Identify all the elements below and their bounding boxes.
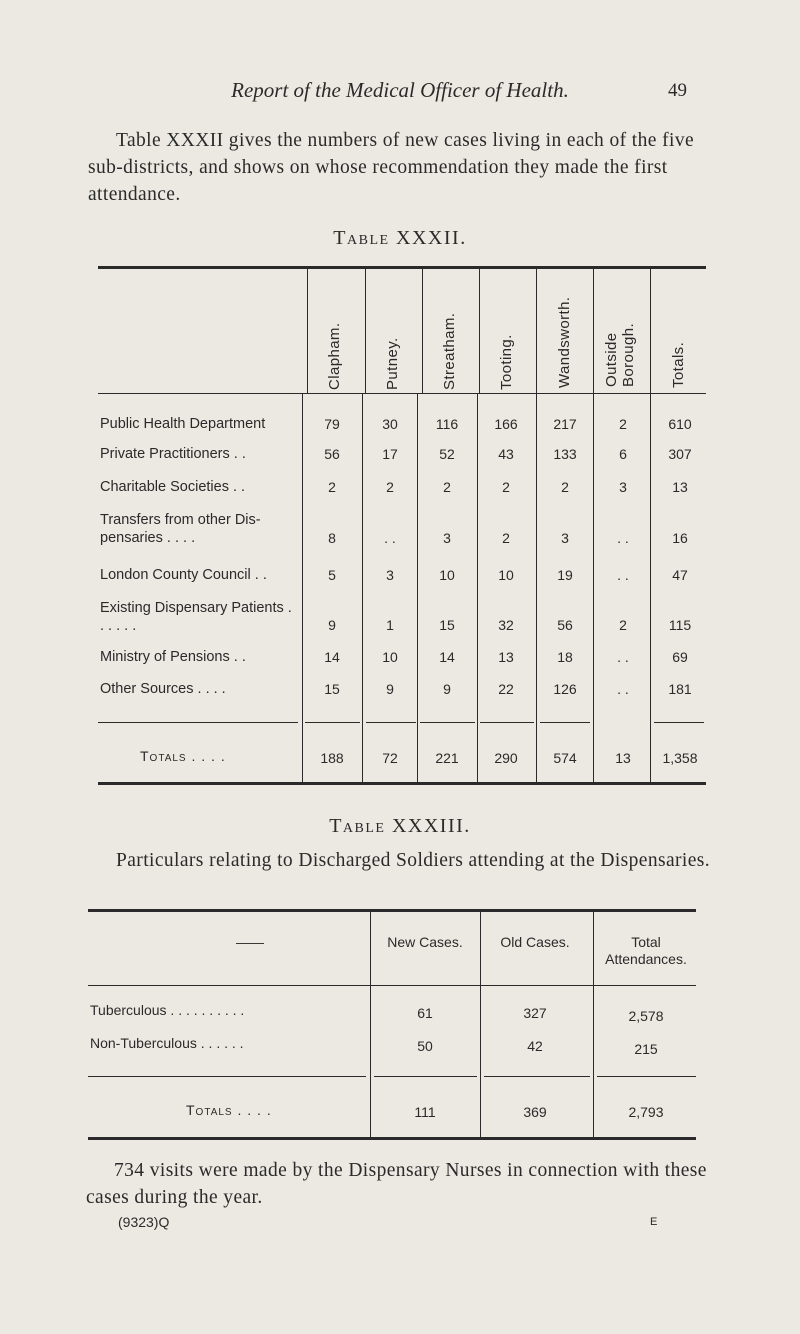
- table32-row-label: Private Practitioners . .: [100, 446, 246, 462]
- table32-col-putney: Putney.: [384, 337, 401, 390]
- table32-cell: 10: [498, 567, 514, 583]
- table32-cell: 14: [324, 649, 340, 665]
- table32-vline: [650, 269, 651, 393]
- table32-col-totals: Totals.: [670, 341, 687, 388]
- table32-cell: . .: [617, 567, 629, 583]
- table32-cell: 217: [553, 416, 577, 432]
- table32-cell: 2: [619, 617, 627, 633]
- table32-vline: [593, 269, 594, 393]
- table33-header-rule: [88, 985, 696, 986]
- table32-cell: 610: [668, 416, 692, 432]
- table32-cell: 43: [498, 446, 514, 462]
- table32-subtotal-rule: [98, 722, 298, 723]
- table32-col-wandsworth: Wandsworth.: [556, 296, 573, 388]
- table33-vline: [593, 912, 594, 1137]
- table32-row-label: Charitable Societies . .: [100, 479, 246, 495]
- table32-cell: 15: [324, 681, 340, 697]
- table33-row-label: Tuberculous . . . . . . . . . .: [90, 1002, 245, 1018]
- table32-cell: 32: [498, 617, 514, 633]
- table32-row-label: Other Sources . . . .: [100, 681, 226, 697]
- table33-subtotal-rule: [374, 1076, 477, 1077]
- table32-cell: 8: [328, 530, 336, 546]
- table32-cell: 6: [619, 446, 627, 462]
- table32-row-label: Existing Dispensary Patients . . . . . .: [100, 600, 292, 634]
- table32-cell: 116: [435, 416, 459, 432]
- table32-total-cell: 290: [494, 750, 518, 766]
- table32-cell: 9: [328, 617, 336, 633]
- table32-row-label: Ministry of Pensions . .: [100, 649, 246, 665]
- table32-cell: 181: [668, 681, 692, 697]
- table33-cell: 61: [417, 1005, 433, 1021]
- page-number: 49: [668, 80, 687, 101]
- table33-vline: [480, 912, 481, 1137]
- table32-cell: 16: [672, 530, 688, 546]
- table32-subtotal-rule: [366, 722, 416, 723]
- table33-col-old-cases: Old Cases.: [500, 934, 570, 950]
- table32-cell: 2: [561, 479, 569, 495]
- table32-cell: 13: [498, 649, 514, 665]
- table32-subtotal-rule: [420, 722, 475, 723]
- table32-total-cell: 221: [435, 750, 459, 766]
- table32-cell: 2: [328, 479, 336, 495]
- table32-row-label: London County Council . .: [100, 567, 267, 583]
- table33-cell: 215: [634, 1041, 658, 1057]
- table32-cell: . .: [617, 530, 629, 546]
- table32-cell: . .: [384, 530, 396, 546]
- table32-vline: [365, 269, 366, 393]
- signature-mark: E: [650, 1216, 658, 1228]
- table32-cell: 56: [557, 617, 573, 633]
- table32-subtotal-rule: [480, 722, 534, 723]
- table33-corner: ——: [236, 934, 264, 950]
- table33-caption: Table XXXIII.: [329, 815, 471, 837]
- table32-cell: 3: [386, 567, 394, 583]
- table33-subtotal-rule: [484, 1076, 590, 1077]
- table32-vline: [302, 394, 303, 782]
- table33-total-cell: 2,793: [628, 1104, 664, 1120]
- table33-cell: 50: [417, 1038, 433, 1054]
- table32-caption: Table XXXII.: [333, 227, 467, 249]
- table32-cell: 47: [672, 567, 688, 583]
- table32-cell: 69: [672, 649, 688, 665]
- table32-cell: 14: [439, 649, 455, 665]
- table33-cell: 42: [527, 1038, 543, 1054]
- table32-vline: [417, 394, 418, 782]
- table32-vline: [307, 269, 308, 393]
- table33-subtotal-rule: [88, 1076, 366, 1077]
- table33-cell: 2,578: [628, 1008, 664, 1024]
- table32-cell: 2: [619, 416, 627, 432]
- table32-cell: 10: [382, 649, 398, 665]
- table32-cell: 56: [324, 446, 340, 462]
- table32-vline: [536, 269, 537, 393]
- table32-cell: . .: [617, 649, 629, 665]
- closing-paragraph: 734 visits were made by the Dispensary Nurses in connection with these cases during the year.: [86, 1160, 707, 1208]
- table32-subtotal-rule: [540, 722, 590, 723]
- table33-intro: Particulars relating to Discharged Soldiers attending at the Dispensaries.: [116, 850, 711, 871]
- table32-vline: [477, 394, 478, 782]
- table33-cell: 327: [523, 1005, 547, 1021]
- table32-cell: 15: [439, 617, 455, 633]
- table32-cell: 166: [494, 416, 518, 432]
- table32-cell: 3: [443, 530, 451, 546]
- table33-top-rule: [88, 909, 696, 912]
- table32-row-label: Public Health Department: [100, 416, 266, 432]
- table32-cell: 19: [557, 567, 573, 583]
- table32-col-streatham: Streatham.: [441, 312, 458, 390]
- table32-cell: 307: [668, 446, 692, 462]
- table32-bottom-rule: [98, 782, 706, 785]
- table32-cell: 30: [382, 416, 398, 432]
- table32-total-cell: 1,358: [662, 750, 698, 766]
- table32-cell: 2: [443, 479, 451, 495]
- table32-total-cell: 574: [553, 750, 577, 766]
- table32-cell: 126: [553, 681, 577, 697]
- table32-total-cell: 188: [320, 750, 344, 766]
- table32-cell: 115: [668, 617, 692, 633]
- table32-top-rule: [98, 266, 706, 269]
- table32-vline: [593, 394, 594, 782]
- table33-totals-label: Totals . . . .: [186, 1102, 272, 1118]
- table32-total-cell: 72: [382, 750, 398, 766]
- table32-totals-label: Totals . . . .: [140, 748, 226, 764]
- table32-cell: 9: [443, 681, 451, 697]
- table32-cell: 10: [439, 567, 455, 583]
- table33-vline: [370, 912, 371, 1137]
- table32-cell: 3: [619, 479, 627, 495]
- intro-paragraph: Table XXXII gives the numbers of new cases living in each of the five sub-districts, and shows on whose recommendation they made the first attendance.: [88, 130, 695, 205]
- table32-cell: 13: [672, 479, 688, 495]
- table32-cell: 2: [502, 479, 510, 495]
- table32-vline: [362, 394, 363, 782]
- table32-col-outside-borough: Outside Borough.: [603, 322, 637, 387]
- table32-vline: [479, 269, 480, 393]
- table33-col-new-cases: New Cases.: [387, 934, 463, 950]
- table33-bottom-rule: [88, 1137, 696, 1140]
- table32-row-label: Transfers from other Dis- pensaries . . . .: [100, 512, 261, 546]
- table33-total-cell: 111: [414, 1104, 436, 1120]
- table32-vline: [536, 394, 537, 782]
- table32-vline: [650, 394, 651, 782]
- table33-subtotal-rule: [597, 1076, 696, 1077]
- table32-vline: [422, 269, 423, 393]
- table32-total-cell: 13: [615, 750, 631, 766]
- page-header-title: Report of the Medical Officer of Health.: [231, 78, 569, 102]
- table32-col-tooting: Tooting.: [498, 334, 515, 390]
- table33-col-total-attendances: Total Attendances.: [605, 934, 687, 967]
- table32-header-rule: [98, 393, 706, 394]
- table32-cell: 3: [561, 530, 569, 546]
- table32-subtotal-rule: [305, 722, 360, 723]
- table32-cell: 52: [439, 446, 455, 462]
- table32-cell: 79: [324, 416, 340, 432]
- table33-total-cell: 369: [523, 1104, 547, 1120]
- table32-cell: . .: [617, 681, 629, 697]
- table32-cell: 17: [382, 446, 398, 462]
- table33-row-label: Non-Tuberculous . . . . . .: [90, 1035, 244, 1051]
- table32-cell: 2: [502, 530, 510, 546]
- table32-cell: 18: [557, 649, 573, 665]
- table32-cell: 133: [553, 446, 577, 462]
- table32-cell: 22: [498, 681, 514, 697]
- table32-cell: 1: [386, 617, 394, 633]
- table32-col-clapham: Clapham.: [326, 322, 343, 390]
- table32-subtotal-rule: [654, 722, 704, 723]
- table32-cell: 9: [386, 681, 394, 697]
- print-code: (9323)Q: [118, 1214, 170, 1230]
- table32-cell: 5: [328, 567, 336, 583]
- table32-cell: 2: [386, 479, 394, 495]
